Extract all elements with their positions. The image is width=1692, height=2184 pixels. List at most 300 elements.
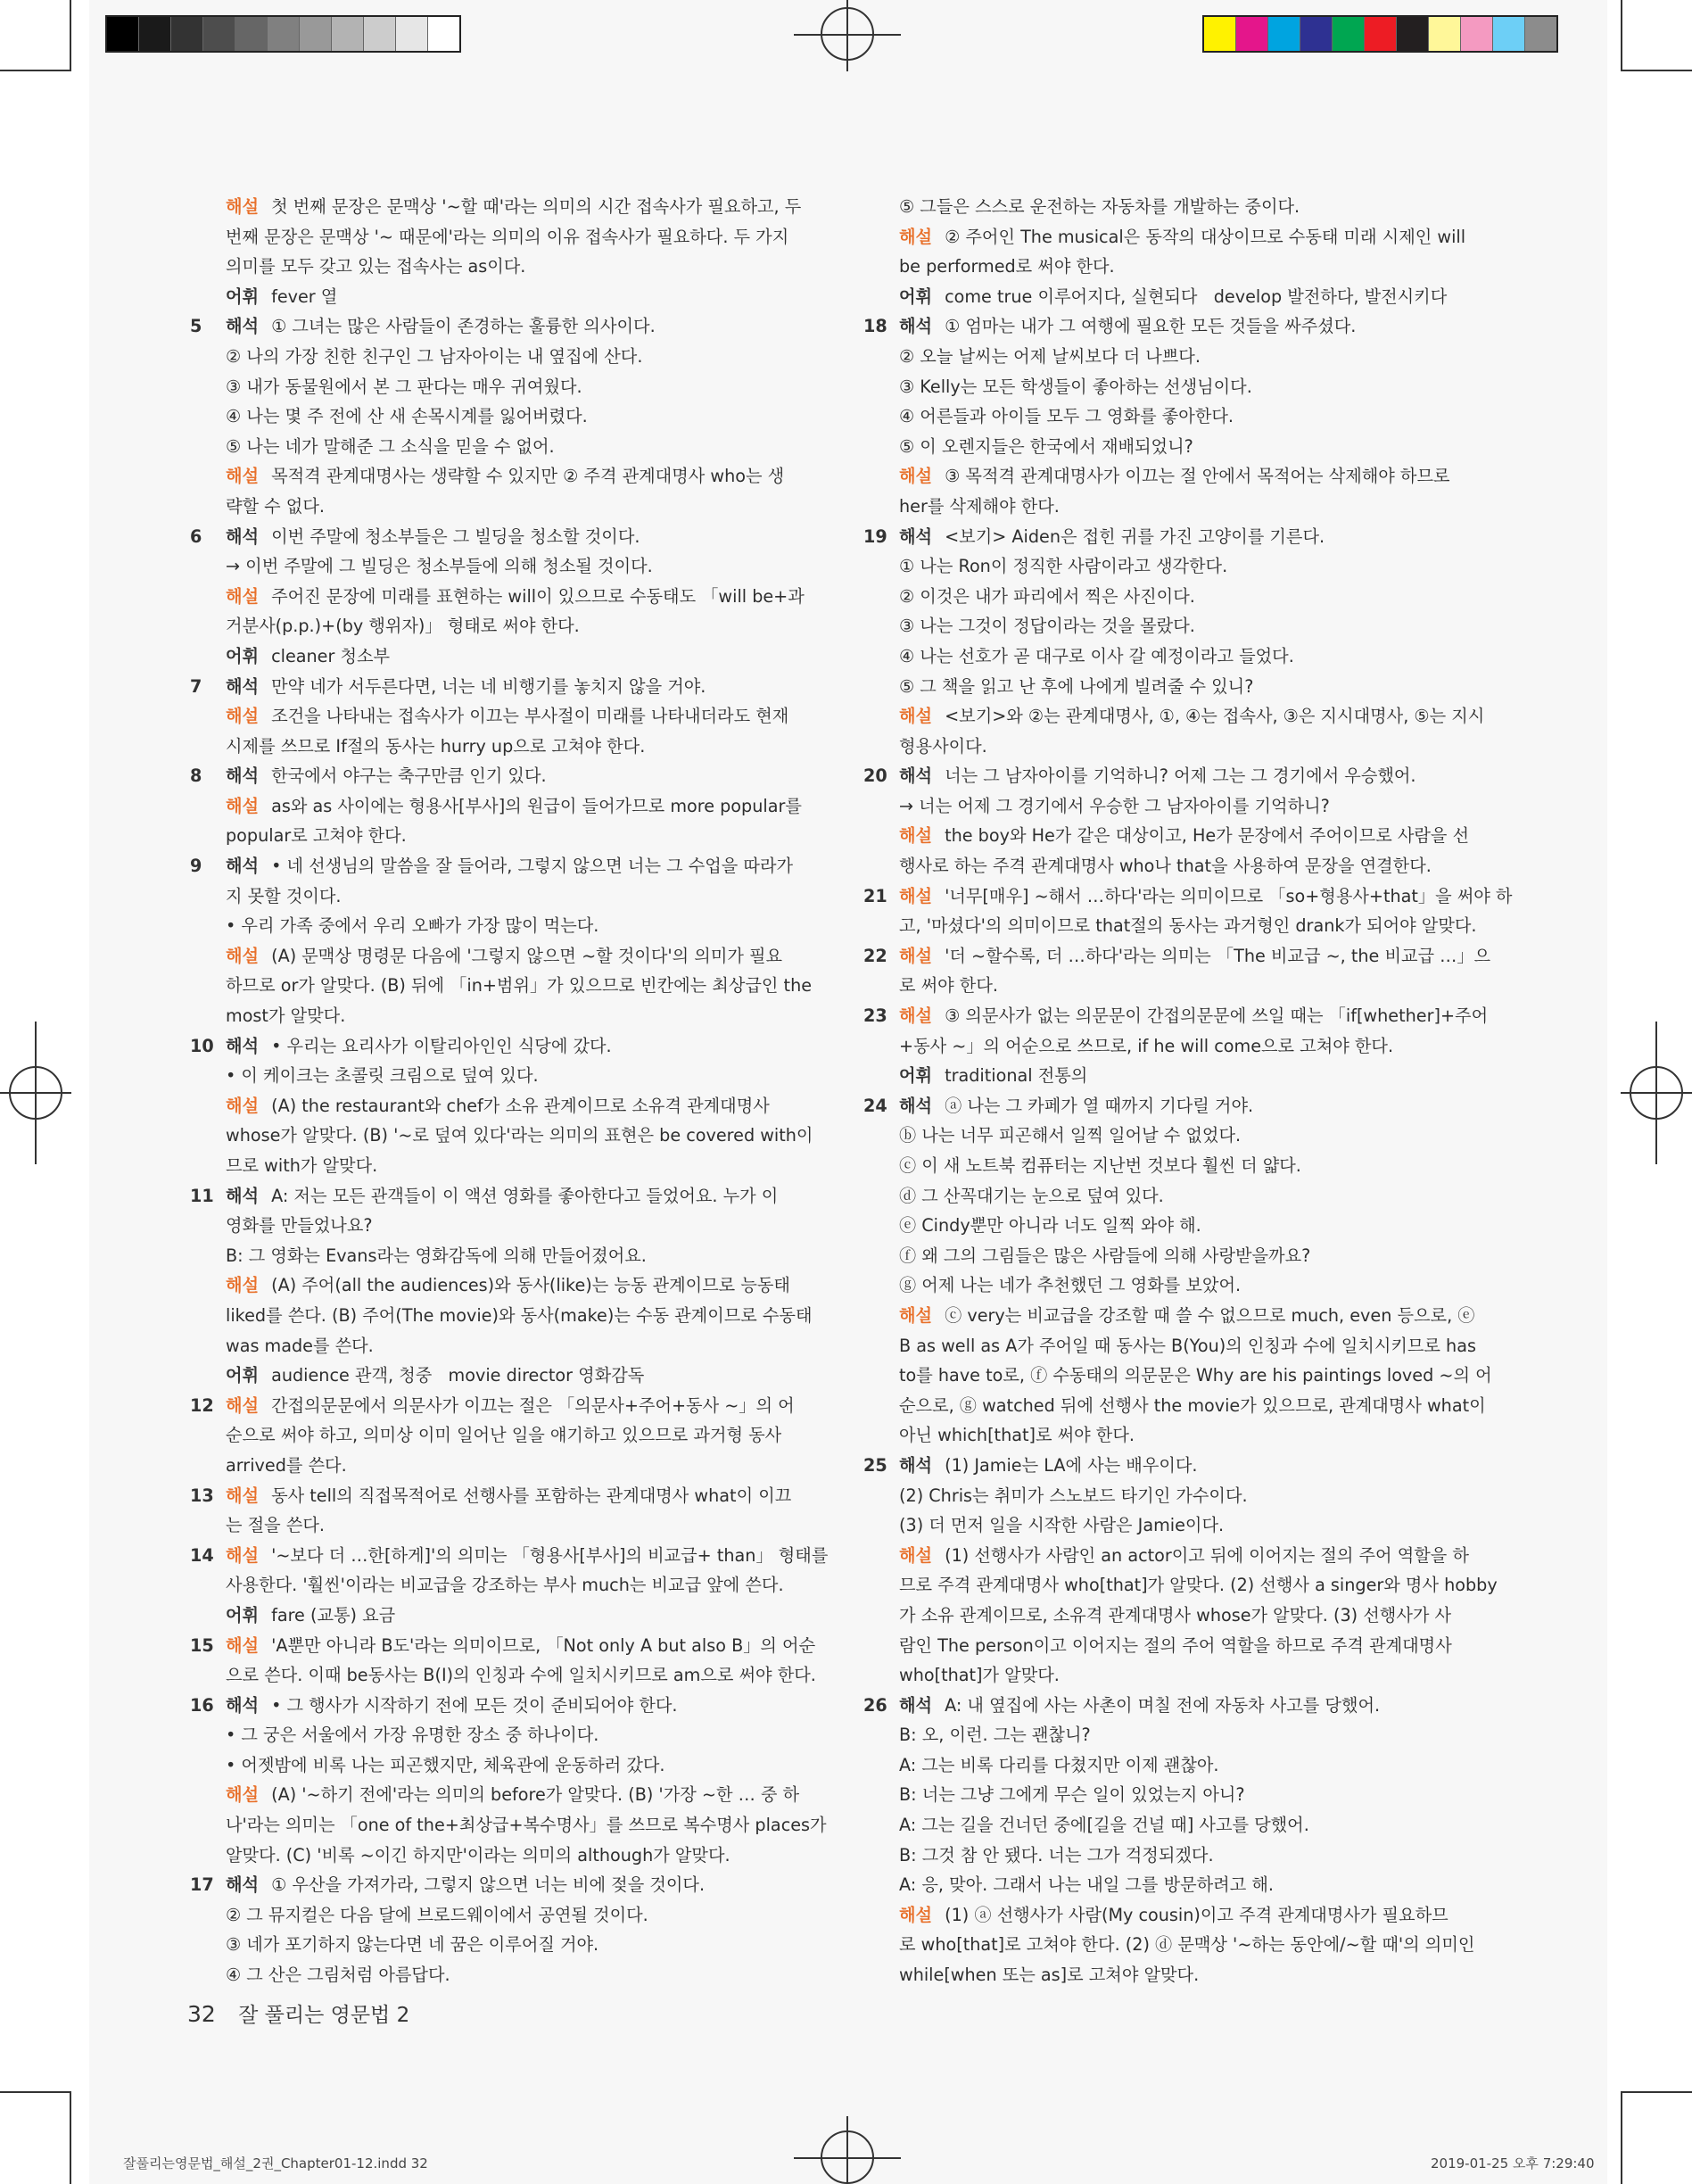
line-text: 동사 tell의 직접목적어로 선행사를 포함하는 관계대명사 what이 이끄 — [271, 1485, 792, 1506]
answer-line — [899, 342, 1463, 372]
crop-mark — [1621, 0, 1622, 71]
color-swatch — [1365, 17, 1397, 51]
section-keyword: 어휘 — [226, 1604, 260, 1626]
registration-crosshair — [846, 0, 848, 71]
line-text: 가 소유 관계이므로, 소유격 관계대명사 whose가 알맞다. (3) 선행사가 사 — [899, 1604, 1452, 1626]
question-number: 18 — [863, 316, 887, 337]
line-text: 나'라는 의미는 「one of the+최상급+복수명사」를 쓰므로 복수명사 places가 — [226, 1815, 827, 1836]
answer-line — [226, 582, 805, 612]
answer-line — [899, 551, 1463, 582]
answer-line — [899, 1720, 1463, 1750]
question-number: 9 — [190, 856, 202, 877]
gray-swatch — [235, 17, 268, 51]
answer-line — [899, 1841, 1463, 1871]
line-text: 목적격 관계대명사는 생략할 수 있지만 ② 주격 관계대명사 who는 생 — [271, 466, 785, 487]
line-text: • 그 행사가 시작하기 전에 모든 것이 준비되어야 한다. — [271, 1694, 678, 1716]
answer-line — [899, 582, 1463, 612]
section-keyword: 해설 — [226, 1634, 260, 1656]
section-keyword: 어휘 — [899, 285, 933, 307]
answer-line — [899, 1121, 1463, 1151]
line-text: 순으로, ⓖ watched 뒤에 선행사 the movie가 있으므로, 관계대명사 what이 — [899, 1394, 1486, 1416]
section-keyword: 해설 — [899, 226, 933, 247]
question-number: 12 — [190, 1394, 214, 1416]
answer-line — [226, 1270, 789, 1301]
answer-line — [899, 1481, 1463, 1511]
line-text: her를 삭제해야 한다. — [899, 495, 1060, 517]
line-text: B as well as A가 주어일 때 동사는 B(You)의 인칭과 수에 일치시키므로 has — [899, 1335, 1476, 1356]
line-text: (2) Chris는 취미가 스노보드 타기인 가수이다. — [899, 1485, 1248, 1506]
answer-line — [226, 1361, 789, 1391]
line-text: • 우리는 요리사가 이탈리아인인 식당에 갔다. — [271, 1035, 612, 1056]
section-keyword: 해설 — [899, 706, 933, 727]
section-keyword: 해석 — [226, 765, 260, 787]
section-keyword: 해석 — [226, 1185, 260, 1206]
answer-entry — [856, 1001, 1489, 1091]
section-keyword: 해설 — [899, 885, 933, 906]
line-text: B: 그 영화는 Evans라는 영화감독에 의해 만들어졌어요. — [226, 1245, 647, 1266]
answer-line — [899, 282, 1463, 312]
answer-line — [226, 1331, 789, 1361]
line-text: '~보다 더 …한[하게]'의 의미는 「형용사[부사]의 비교급+ than」 형태를 — [271, 1544, 829, 1566]
line-text: ③ 네가 포기하지 않는다면 네 꿈은 이루어질 거야. — [226, 1934, 599, 1956]
answer-entry — [183, 311, 789, 521]
answer-line — [899, 911, 1477, 941]
answer-line — [899, 1870, 1463, 1900]
answer-entry — [856, 192, 1466, 311]
answer-line — [226, 192, 802, 222]
answer-line — [899, 701, 1485, 732]
color-swatch — [1333, 17, 1365, 51]
line-text: A: 응, 맞아. 그래서 나는 내일 그를 방문하려고 해. — [899, 1874, 1274, 1896]
answer-entry — [183, 1691, 827, 1871]
color-swatch — [1525, 17, 1556, 51]
registration-crosshair — [846, 2116, 848, 2184]
line-text: A: 그는 길을 건너던 중에[길을 건널 때] 사고를 당했어. — [899, 1815, 1309, 1836]
question-number: 5 — [190, 316, 202, 337]
line-text: most가 알맞다. — [226, 1005, 346, 1027]
line-text: • 어젯밤에 비록 나는 피곤했지만, 체육관에 운동하러 갔다. — [226, 1754, 665, 1775]
answer-line — [226, 1241, 789, 1271]
line-text: while[when 또는 as]로 고쳐야 알맞다. — [899, 1965, 1200, 1986]
section-keyword: 해설 — [226, 196, 260, 217]
answer-line — [226, 282, 789, 312]
answer-line — [899, 672, 1463, 702]
gray-swatch — [107, 17, 139, 51]
answer-line — [226, 1091, 789, 1121]
answer-line — [226, 1841, 789, 1871]
color-swatch — [1397, 17, 1429, 51]
section-keyword: 해석 — [226, 675, 260, 697]
answer-line — [226, 401, 789, 432]
line-text: ⓐ 나는 그 카페가 열 때까지 기다릴 거야. — [945, 1095, 1254, 1116]
line-text: A: 저는 모든 관객들이 이 액션 영화를 좋아한다고 들었어요. 누가 이 — [271, 1185, 779, 1206]
registration-crosshair — [35, 1022, 37, 1164]
section-keyword: 해설 — [226, 1784, 260, 1806]
question-number: 15 — [190, 1634, 214, 1656]
print-slug-filename: 잘풀리는영문법_해설_2권_Chapter01-12.indd 32 — [123, 2155, 428, 2172]
line-text: liked를 쓴다. (B) 주어(The movie)와 동사(make)는 수동 관계이므로 수동태 — [226, 1304, 813, 1326]
section-keyword: 해석 — [226, 525, 260, 547]
process-color-bar — [1202, 15, 1558, 53]
answer-line — [226, 611, 789, 641]
answer-entry — [183, 1870, 789, 1990]
line-text: B: 그것 참 안 됐다. 너는 그가 걱정되겠다. — [899, 1844, 1214, 1866]
line-text: '너무[매우] ~해서 …하다'라는 의미이므로 「so+형용사+that」을 써야 하 — [945, 885, 1513, 906]
answer-line — [899, 401, 1463, 432]
answer-line — [226, 342, 789, 372]
line-text: 으로 쓴다. 이때 be동사는 B(I)의 인칭과 수에 일치시키므로 am으로 써야 한다. — [226, 1665, 816, 1686]
page-footer — [187, 1998, 409, 2028]
section-keyword: 해설 — [899, 945, 933, 966]
question-number: 17 — [190, 1874, 214, 1896]
answer-entry — [183, 672, 789, 762]
line-text: ⓕ 왜 그의 그림들은 많은 사람들에 의해 사랑받을까요? — [899, 1245, 1311, 1266]
section-keyword: 해설 — [226, 1544, 260, 1566]
answer-line — [899, 971, 1463, 1001]
line-text: ⑤ 그 책을 읽고 난 후에 나에게 빌려줄 수 있니? — [899, 675, 1254, 697]
crop-mark — [1621, 2091, 1622, 2184]
question-number: 8 — [190, 765, 202, 787]
line-text: (A) 주어(all the audiences)와 동사(like)는 능동 관계이므로 능동태 — [271, 1275, 790, 1296]
line-text: be performed로 써야 한다. — [899, 256, 1115, 277]
line-text: 시제를 쓰므로 If절의 동사는 hurry up으로 고쳐야 한다. — [226, 735, 646, 757]
line-text: ① 엄마는 내가 그 여행에 필요한 모든 것들을 싸주셨다. — [945, 316, 1357, 337]
line-text: 형용사이다. — [899, 735, 987, 757]
line-text: 조건을 나타내는 접속사가 이끄는 부사절이 미래를 나타내더라도 현재 — [271, 706, 789, 727]
line-text: 는 절을 쓴다. — [226, 1515, 325, 1536]
answer-line — [226, 672, 789, 702]
line-text: ⓒ very는 비교급을 강조할 때 쓸 수 없으므로 much, even 등으로, ⓔ — [945, 1304, 1475, 1326]
section-keyword: 해석 — [899, 1454, 933, 1476]
answer-line — [899, 761, 1463, 791]
line-text: A: 그는 비록 다리를 다쳤지만 이제 괜찮아. — [899, 1754, 1219, 1775]
question-number: 23 — [863, 1005, 887, 1027]
answer-line — [899, 1031, 1463, 1062]
line-text: 므로 주격 관계대명사 who[that]가 알맞다. (2) 선행사 a singer와 명사 hobby — [899, 1575, 1498, 1596]
answer-entry — [856, 941, 1491, 1001]
answer-line — [899, 311, 1463, 342]
line-text: cleaner 청소부 — [271, 645, 391, 666]
line-text: 아닌 which[that]로 써야 한다. — [899, 1425, 1135, 1446]
answer-line — [226, 1510, 789, 1541]
section-keyword: 해석 — [899, 1095, 933, 1116]
line-text: ③ 내가 동물원에서 본 그 판다는 매우 귀여웠다. — [226, 376, 582, 397]
line-text: who[that]가 알맞다. — [899, 1665, 1060, 1686]
line-text: (1) 선행사가 사람인 an actor이고 뒤에 이어지는 절의 주어 역할을 하 — [945, 1544, 1469, 1566]
line-text: 한국에서 야구는 축구만큼 인기 있다. — [271, 765, 547, 787]
answer-line — [899, 1270, 1463, 1301]
gray-swatch — [428, 17, 459, 51]
line-text: ① 우산을 가져가라, 그렇지 않으면 너는 비에 젖을 것이다. — [271, 1874, 706, 1896]
gray-swatch — [300, 17, 332, 51]
line-text: arrived를 쓴다. — [226, 1454, 347, 1476]
book-title: 잘 풀리는 영문법 2 — [238, 2004, 410, 2027]
question-number: 21 — [863, 885, 887, 906]
gray-swatch — [364, 17, 396, 51]
answer-line — [226, 1031, 789, 1062]
answer-line — [226, 1420, 789, 1451]
answer-line — [899, 1510, 1463, 1541]
line-text: 람인 The person이고 이어지는 절의 주어 역할을 하므로 주격 관계대명사 — [899, 1634, 1452, 1656]
answer-line — [899, 1570, 1498, 1601]
line-text: ⑤ 나는 네가 말해준 그 소식을 믿을 수 없어. — [226, 435, 555, 457]
line-text: • 이 케이크는 초콜릿 크림으로 덮여 있다. — [226, 1065, 539, 1087]
line-text: ① 그녀는 많은 사람들이 존경하는 훌륭한 의사이다. — [271, 316, 656, 337]
answer-line — [226, 821, 789, 851]
section-keyword: 해석 — [899, 525, 933, 547]
line-text: ② 주어인 The musical은 동작의 대상이므로 수동태 미래 시제인 will — [945, 226, 1466, 247]
question-number: 13 — [190, 1485, 214, 1506]
answer-entry — [183, 1541, 829, 1631]
line-text: 번째 문장은 문맥상 '~ 때문에'라는 의미의 이유 접속사가 필요하다. 두 가지 — [226, 226, 789, 247]
answer-line — [899, 941, 1491, 972]
line-text: 지 못할 것이다. — [226, 885, 342, 906]
section-keyword: 해설 — [899, 1544, 933, 1566]
answer-entry — [183, 1181, 813, 1391]
left-answer-column — [183, 192, 829, 1990]
answer-line — [226, 791, 802, 822]
line-text: whose가 알맞다. (B) '~로 덮여 있다'라는 의미의 표현은 be covered with이 — [226, 1125, 813, 1146]
answer-line — [226, 551, 789, 582]
answer-line — [899, 1181, 1463, 1212]
gray-swatch — [268, 17, 300, 51]
gray-swatch — [171, 17, 203, 51]
answer-line — [899, 1420, 1463, 1451]
answer-line — [226, 432, 789, 462]
section-keyword: 해설 — [226, 706, 260, 727]
line-text: (A) the restaurant와 chef가 소유 관계이므로 소유격 관계대명사 — [271, 1095, 770, 1116]
answer-line — [226, 252, 789, 282]
answer-entry — [183, 761, 802, 851]
question-number: 10 — [190, 1035, 214, 1056]
line-text: B: 너는 그냥 그에게 무슨 일이 있었는지 아니? — [899, 1784, 1245, 1806]
line-text: 주어진 문장에 미래를 표현하는 will이 있으므로 수동태도 「will be+과 — [271, 585, 805, 607]
answer-line — [226, 1451, 789, 1481]
answer-line — [226, 1660, 816, 1691]
answer-line — [899, 1001, 1489, 1031]
answer-line — [899, 1660, 1463, 1691]
line-text: ⓒ 이 새 노트북 컴퓨터는 지난번 것보다 훨씬 더 얇다. — [899, 1155, 1301, 1176]
answer-line — [226, 461, 789, 492]
line-text: • 우리 가족 중에서 우리 오빠가 가장 많이 먹는다. — [226, 915, 599, 937]
answer-line — [899, 1391, 1486, 1421]
answer-line — [226, 1960, 789, 1990]
answer-line — [899, 1541, 1469, 1571]
line-text: 만약 네가 서두른다면, 너는 네 비행기를 놓치지 않을 거야. — [271, 675, 706, 697]
answer-line — [899, 1810, 1463, 1841]
line-text: • 네 선생님의 말씀을 잘 들어라, 그렇지 않으면 너는 그 수업을 따라가 — [271, 856, 794, 877]
answer-line — [899, 1750, 1463, 1781]
line-text: • 그 궁은 서울에서 가장 유명한 장소 중 하나이다. — [226, 1725, 599, 1746]
answer-entry — [856, 1691, 1475, 1990]
section-keyword: 해석 — [226, 856, 260, 877]
answer-line — [899, 881, 1513, 912]
section-keyword: 해설 — [226, 945, 260, 966]
question-number: 11 — [190, 1185, 214, 1206]
line-text: (1) ⓐ 선행사가 사람(My cousin)이고 주격 관계대명사가 필요하므 — [945, 1904, 1449, 1925]
answer-line — [899, 192, 1463, 222]
answer-entry — [856, 1451, 1498, 1691]
line-text: 알맞다. (C) '비록 ~이긴 하지만'이라는 의미의 although가 알맞다. — [226, 1844, 730, 1866]
line-text: ③ 의문사가 없는 의문문이 간접의문문에 쓰일 때는 「if[whether]+주어 — [945, 1005, 1489, 1027]
line-text: (A) '~하기 전에'라는 의미의 before가 알맞다. (B) '가장 ~한 … 중 하 — [271, 1784, 800, 1806]
answer-entry — [856, 761, 1470, 881]
answer-line — [899, 1241, 1463, 1271]
line-text: 고, '마셨다'의 의미이므로 that절의 동사는 과거형인 drank가 되어야 알맞다. — [899, 915, 1477, 937]
answer-line — [899, 1451, 1463, 1481]
line-text: ② 이것은 내가 파리에서 찍은 사진이다. — [899, 585, 1195, 607]
line-text: 로 who[that]로 고쳐야 한다. (2) ⓓ 문맥상 '~하는 동안에/~할 때'의 의미인 — [899, 1934, 1475, 1956]
line-text: ⓔ Cindy뿐만 아니라 너도 일찍 와야 해. — [899, 1215, 1201, 1237]
answer-entry — [183, 1631, 816, 1691]
line-text: ③ 나는 그것이 정답이라는 것을 몰랐다. — [899, 616, 1195, 637]
answer-line — [226, 971, 813, 1001]
answer-line — [226, 492, 789, 522]
answer-entry — [856, 522, 1485, 762]
line-text: → 너는 어제 그 경기에서 우승한 그 남자아이를 기억하니? — [899, 795, 1330, 816]
line-text: (1) Jamie는 LA에 사는 배우이다. — [945, 1454, 1198, 1476]
answer-line — [226, 1631, 816, 1661]
line-text: 사용한다. '훨씬'이라는 비교급을 강조하는 부사 much는 비교급 앞에 쓴다. — [226, 1575, 784, 1596]
answer-line — [899, 492, 1463, 522]
answer-line — [899, 821, 1470, 851]
line-text: 므로 with가 알맞다. — [226, 1155, 378, 1176]
answer-line — [899, 1780, 1463, 1810]
page-number: 32 — [187, 2001, 216, 2027]
answer-line — [226, 1900, 789, 1931]
color-swatch — [1461, 17, 1493, 51]
question-number: 16 — [190, 1694, 214, 1716]
line-text: B: 오, 이런. 그는 괜찮니? — [899, 1725, 1091, 1746]
gray-swatch — [203, 17, 235, 51]
line-text: '더 ~할수록, 더 …하다'라는 의미는 「The 비교급 ~, the 비교급 …」으 — [945, 945, 1491, 966]
answer-line — [226, 1810, 827, 1841]
section-keyword: 해설 — [226, 1095, 260, 1116]
line-text: <보기>와 ②는 관계대명사, ①, ④는 접속사, ③은 지시대명사, ⑤는 지시 — [945, 706, 1485, 727]
answer-line — [226, 1181, 789, 1212]
answer-line — [226, 701, 789, 732]
print-slug-timestamp: 2019-01-25 오후 7:29:40 — [1431, 2155, 1595, 2172]
section-keyword: 해설 — [899, 466, 933, 487]
answer-entry — [183, 851, 813, 1031]
line-text: ① 나는 Ron이 정직한 사람이라고 생각한다. — [899, 556, 1228, 577]
line-text: ② 오늘 날씨는 어제 날씨보다 더 나쁘다. — [899, 345, 1201, 367]
line-text: the boy와 He가 같은 대상이고, He가 문장에서 주어이므로 사람을 선 — [945, 825, 1470, 847]
section-keyword: 해설 — [226, 1394, 260, 1416]
question-number: 14 — [190, 1544, 214, 1566]
question-number: 7 — [190, 675, 202, 697]
section-keyword: 어휘 — [226, 1365, 260, 1386]
line-text: A: 내 옆집에 사는 사촌이 며칠 전에 자동차 사고를 당했어. — [945, 1694, 1381, 1716]
line-text: 간접의문문에서 의문사가 이끄는 절은 「의문사+주어+동사 ~」의 어 — [271, 1394, 795, 1416]
color-swatch — [1300, 17, 1333, 51]
section-keyword: 해석 — [226, 1694, 260, 1716]
answer-line — [226, 911, 789, 941]
answer-line — [226, 1750, 789, 1781]
answer-line — [226, 1001, 789, 1031]
answer-line — [226, 1481, 792, 1511]
answer-line — [226, 372, 789, 402]
answer-line — [226, 1061, 789, 1091]
line-text: ⓓ 그 산꼭대기는 눈으로 덮여 있다. — [899, 1185, 1164, 1206]
answer-line — [226, 1301, 813, 1331]
line-text: audience 관객, 청중 movie director 영화감독 — [271, 1365, 645, 1386]
line-text: 이번 주말에 청소부들은 그 빌딩을 청소할 것이다. — [271, 525, 640, 547]
line-text: as와 as 사이에는 형용사[부사]의 원급이 들어가므로 more popular를 — [271, 795, 802, 816]
line-text: ② 그 뮤지컬은 다음 달에 브로드웨이에서 공연될 것이다. — [226, 1904, 648, 1925]
line-text: (A) 문맥상 명령문 다음에 '그렇지 않으면 ~할 것이다'의 의미가 필요 — [271, 945, 783, 966]
answer-line — [899, 1211, 1463, 1241]
answer-line — [899, 611, 1463, 641]
grayscale-color-bar — [105, 15, 461, 53]
answer-line — [226, 1691, 789, 1721]
section-keyword: 해설 — [226, 466, 260, 487]
answer-line — [226, 522, 789, 552]
answer-line — [226, 1870, 789, 1900]
section-keyword: 어휘 — [899, 1065, 933, 1087]
answer-line — [226, 761, 789, 791]
question-number: 6 — [190, 525, 202, 547]
answer-line — [899, 1960, 1463, 1990]
crop-mark — [1621, 2091, 1692, 2093]
answer-entry — [183, 1031, 813, 1181]
section-keyword: 해설 — [899, 1304, 933, 1326]
answer-line — [226, 311, 789, 342]
line-text: 첫 번째 문장은 문맥상 '~할 때'라는 의미의 시간 접속사가 필요하고, 두 — [271, 196, 802, 217]
answer-line — [226, 1601, 789, 1631]
answer-line — [899, 1601, 1463, 1631]
answer-line — [226, 1391, 795, 1421]
answer-line — [226, 941, 789, 972]
answer-entry — [856, 311, 1463, 521]
line-text: 거분사(p.p.)+(by 행위자)」 형태로 써야 한다. — [226, 616, 580, 637]
crop-mark — [0, 2091, 71, 2093]
line-text: ④ 어른들과 아이들 모두 그 영화를 좋아한다. — [899, 406, 1234, 427]
line-text: → 이번 주말에 그 빌딩은 청소부들에 의해 청소될 것이다. — [226, 556, 653, 577]
question-number: 25 — [863, 1454, 887, 1476]
right-answer-column — [856, 192, 1513, 1990]
answer-line — [899, 1151, 1463, 1181]
question-number: 20 — [863, 765, 887, 787]
section-keyword: 해설 — [226, 1485, 260, 1506]
line-text: (3) 더 먼저 일을 시작한 사람은 Jamie이다. — [899, 1515, 1225, 1536]
answer-line — [899, 1301, 1475, 1331]
registration-crosshair — [1655, 1022, 1657, 1164]
answer-line — [226, 1541, 829, 1571]
line-text: ② 나의 가장 친한 친구인 그 남자아이는 내 옆집에 산다. — [226, 345, 643, 367]
answer-line — [226, 881, 789, 912]
answer-line — [899, 1930, 1475, 1960]
line-text: 순으로 써야 하고, 의미상 이미 일어난 일을 얘기하고 있으므로 과거형 동사 — [226, 1425, 782, 1446]
line-text: was made를 쓴다. — [226, 1335, 374, 1356]
line-text: ⑤ 그들은 스스로 운전하는 자동차를 개발하는 중이다. — [899, 196, 1300, 217]
answer-line — [899, 1331, 1476, 1361]
line-text: 로 써야 한다. — [899, 975, 998, 997]
line-text: 행사로 하는 주격 관계대명사 who나 that을 사용하여 문장을 연결한다. — [899, 856, 1432, 877]
answer-line — [899, 1361, 1492, 1391]
answer-line — [899, 1900, 1463, 1931]
section-keyword: 해설 — [899, 825, 933, 847]
question-number: 19 — [863, 525, 887, 547]
answer-line — [899, 222, 1466, 252]
question-number: 24 — [863, 1095, 887, 1116]
answer-line — [226, 641, 789, 672]
answer-line — [226, 1570, 789, 1601]
answer-line — [899, 522, 1463, 552]
gray-swatch — [396, 17, 428, 51]
line-text: ④ 나는 선호가 곧 대구로 이사 갈 예정이라고 들었다. — [899, 645, 1294, 666]
answer-entry — [183, 192, 802, 311]
